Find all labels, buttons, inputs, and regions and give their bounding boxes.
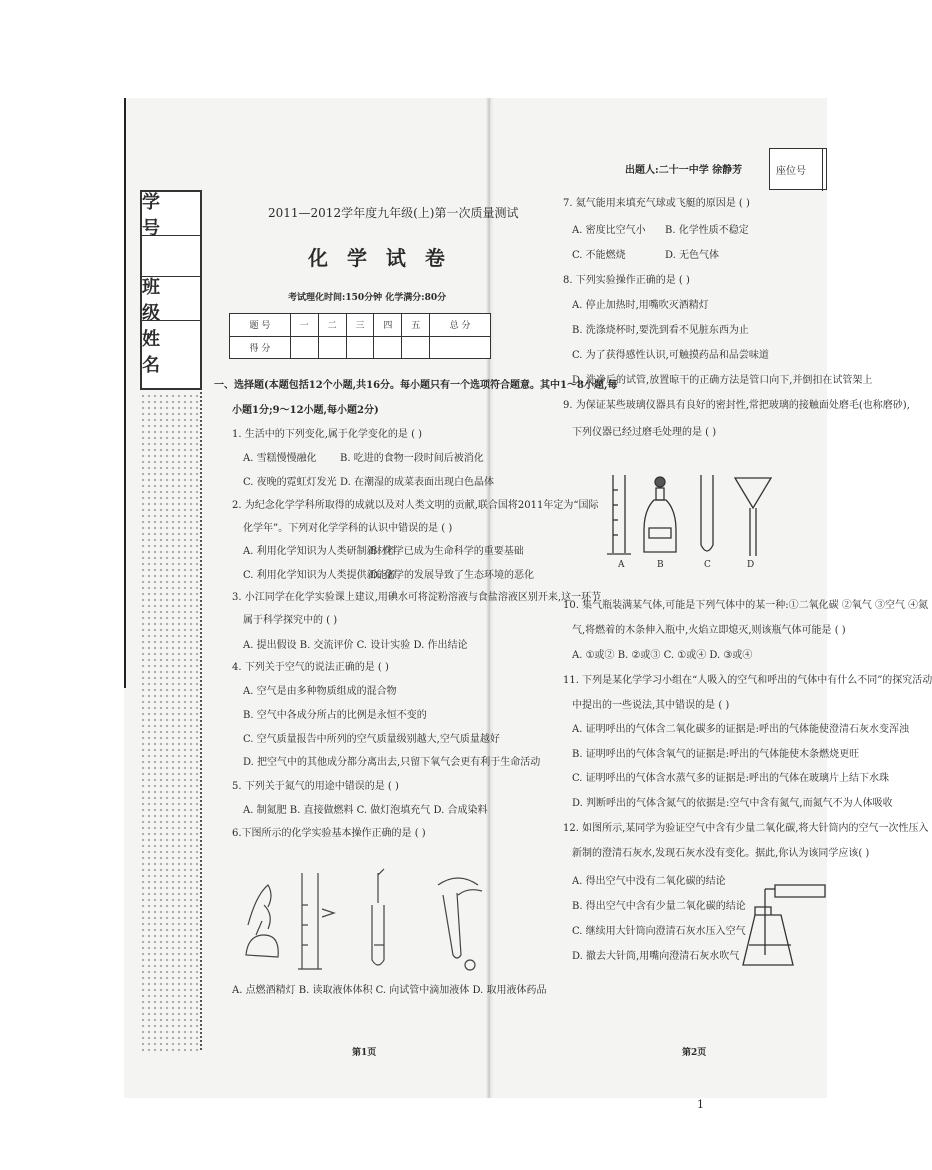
q9-label-b: B [657,560,664,570]
cylinder-reading-figure [298,873,334,969]
seat-label: 座位号 [776,165,806,177]
question-4: 4. 下列关于空气的说法正确的是 ( ) [232,662,389,673]
q4-option-c: C. 空气质量报告中所列的空气质量级别越大,空气质量越好 [243,734,500,745]
author-line: 出题人:二十一中学 徐静芳 [625,165,743,176]
subject-title: 化 学 试 卷 [308,246,451,270]
question-2: 2. 为纪念化学学科所取得的成就以及对人类文明的贡献,联合国将2011年定为“国际 [232,500,599,511]
score-header: 三 [346,314,374,337]
pour-liquid-figure [438,878,482,970]
q7-option-c: C. 不能燃烧 [572,250,626,261]
score-cell [402,336,430,359]
score-header: 总 分 [430,314,491,337]
q1-option-c: C. 夜晚的霓虹灯发光 [243,477,337,488]
score-cell [346,336,374,359]
question-11: 11. 下列是某化学学习小组在“人吸入的空气和呼出的气体中有什么不同”的探究活动 [563,675,932,686]
q9-label-c: C [704,560,711,570]
q11-option-c: C. 证明呼出的气体含水蒸气多的证据是:呼出的气体在玻璃片上结下水珠 [572,773,890,784]
q7-option-b: B. 化学性质不稳定 [665,225,749,236]
q5-options: A. 制氮肥 B. 直接做燃料 C. 做灯泡填充气 D. 合成染料 [243,805,488,816]
q3-options: A. 提出假设 B. 交流评价 C. 设计实验 D. 作出结论 [243,640,468,651]
q2-option-c: C. 利用化学知识为人类提供新能源 [243,570,397,581]
q1-option-b: B. 吃进的食物一段时间后被消化 [340,453,484,464]
score-cell [430,336,491,359]
q4-option-b: B. 空气中各成分所占的比例是永恒不变的 [243,710,427,721]
score-header: 四 [374,314,402,337]
footer-number: 1 [697,1098,704,1111]
flask-icon [743,915,793,965]
question-9: 9. 为保证某些玻璃仪器具有良好的密封性,常把玻璃的接触面处磨毛(也称磨砂), [563,400,910,411]
q1-option-d: D. 在潮湿的成菜表面出现白色晶体 [340,477,495,488]
q7-option-d: D. 无色气体 [665,250,720,261]
question-12: 12. 如图所示,某同学为验证空气中含有少量二氧化碳,将大针筒内的空气一次性压入 [563,823,929,834]
seat-number-box [769,148,827,190]
question-7: 7. 氦气能用来填充气球或飞艇的原因是 ( ) [563,198,750,209]
q8-option-b: B. 洗涤烧杯时,要洗到看不见脏东西为止 [572,325,749,336]
question-5: 5. 下列关于氮气的用途中错误的是 ( ) [232,781,399,792]
section-header: 一、选择题(本题包括12个小题,共16分。每小题只有一个选项符合题意。其中1～8小题,每 [214,380,618,391]
blank-cell [142,236,200,277]
page-number-left: 第1页 [352,1048,377,1058]
q9-figures [605,470,775,565]
q11-option-d: D. 判断呼出的气体含氮气的依据是:空气中含有氮气,而氮气不为人体吸收 [572,798,893,809]
q8-option-a: A. 停止加热时,用嘴吹灭酒精灯 [572,300,709,311]
name-label: 姓 名 [142,329,172,376]
test-tube-icon [701,475,713,551]
exam-title: 2011—2012学年度九年级(上)第一次质量测试 [268,206,519,220]
question-12-cont: 新制的澄清石灰水,发现石灰水没有变化。据此,你认为该同学应该( ) [572,848,870,859]
q12-option-b: B. 得出空气中含有少量二氧化碳的结论 [572,901,746,912]
question-3: 3. 小江同学在化学实验课上建议,用碘水可将淀粉溶液与食盐溶液区别开来,这一环节 [232,592,602,603]
syringe-icon [775,885,825,897]
q12-option-d: D. 撤去大针筒,用嘴向澄清石灰水吹气 [572,951,740,962]
q12-option-c: C. 继续用大针筒向澄清石灰水压入空气 [572,926,746,937]
exam-info: 考试理化时间:150分钟 化学满分:80分 [288,293,447,303]
q9-label-d: D [747,560,755,570]
q6-options: A. 点燃酒精灯 B. 读取液体体积 C. 向试管中滴加液体 D. 取用液体药品 [232,985,547,996]
funnel-icon [735,478,771,556]
q8-option-d: D. 洗净后的试管,放置晾干的正确方法是管口向下,并倒扣在试管架上 [572,375,873,386]
score-header: 二 [318,314,346,337]
q2-option-b: B. 化学已成为生命科学的重要基础 [370,546,524,557]
question-10: 10. 集气瓶装满某气体,可能是下列气体中的某一种:①二氧化碳 ②氧气 ③空气 ④氮 [563,600,929,611]
seat-divider [822,149,823,191]
q6-figures [238,865,488,975]
section-header-cont: 小题1分;9～12小题,每小题2分) [232,405,379,416]
question-8: 8. 下列实验操作正确的是 ( ) [563,275,690,286]
q8-option-c: C. 为了获得感性认识,可触摸药品和品尝味道 [572,350,769,361]
q2-option-d: D. 化学的发展导致了生态环境的恶化 [370,570,535,581]
question-10-cont: 气,将燃着的木条伸入瓶中,火焰立即熄灭,则该瓶气体可能是 ( ) [572,625,846,636]
score-cell [290,336,318,359]
q4-option-d: D. 把空气中的其他成分都分离出去,只留下氧气会更有利于生命活动 [243,757,541,768]
q2-option-a: A. 利用化学知识为人类研制新材料 [243,546,397,557]
score-header: 一 [290,314,318,337]
q12-apparatus [735,865,827,975]
score-row-label: 得 分 [230,336,291,359]
score-cell [318,336,346,359]
page-number-right: 第2页 [682,1048,707,1058]
q4-option-a: A. 空气是由多种物质组成的混合物 [243,686,397,697]
score-table [229,313,491,359]
dropper-figure [372,869,384,965]
question-1: 1. 生活中的下列变化,属于化学变化的是 ( ) [232,429,423,440]
q9-label-a: A [618,560,625,570]
student-id-label: 学 号 [142,192,200,236]
margin-hatch-pattern [140,393,200,1053]
question-2-cont: 化学年”。下列对化学学科的认识中错误的是 ( ) [243,523,453,534]
q11-option-a: A. 证明呼出的气体含二氧化碳多的证据是:呼出的气体能使澄清石灰水变浑浊 [572,724,909,735]
q7-option-a: A. 密度比空气小 [572,225,646,236]
graduated-cylinder-icon [607,475,631,554]
score-header: 题 号 [230,314,291,337]
class-label: 班 级 [142,277,200,321]
left-border-line [124,98,126,688]
q1-option-a: A. 雪糕慢慢融化 [243,453,317,464]
q11-option-b: B. 证明呼出的气体含氧气的证据是:呼出的气体能使木条燃烧更旺 [572,749,860,760]
q12-option-a: A. 得出空气中没有二氧化碳的结论 [572,876,726,887]
question-9-cont: 下列仪器已经过磨毛处理的是 ( ) [572,427,717,438]
question-11-cont: 中提出的一些说法,其中错误的是 ( ) [572,700,730,711]
q10-options: A. ①或② B. ②或③ C. ①或④ D. ③或④ [572,650,753,661]
question-3-cont: 属于科学探究中的 ( ) [243,615,338,626]
question-6: 6.下图所示的化学实验基本操作正确的是 ( ) [232,828,426,839]
score-header: 五 [402,314,430,337]
student-info-box [140,190,202,390]
alcohol-lamp-figure [246,885,278,957]
score-cell [374,336,402,359]
stoppered-bottle-icon [644,477,676,552]
